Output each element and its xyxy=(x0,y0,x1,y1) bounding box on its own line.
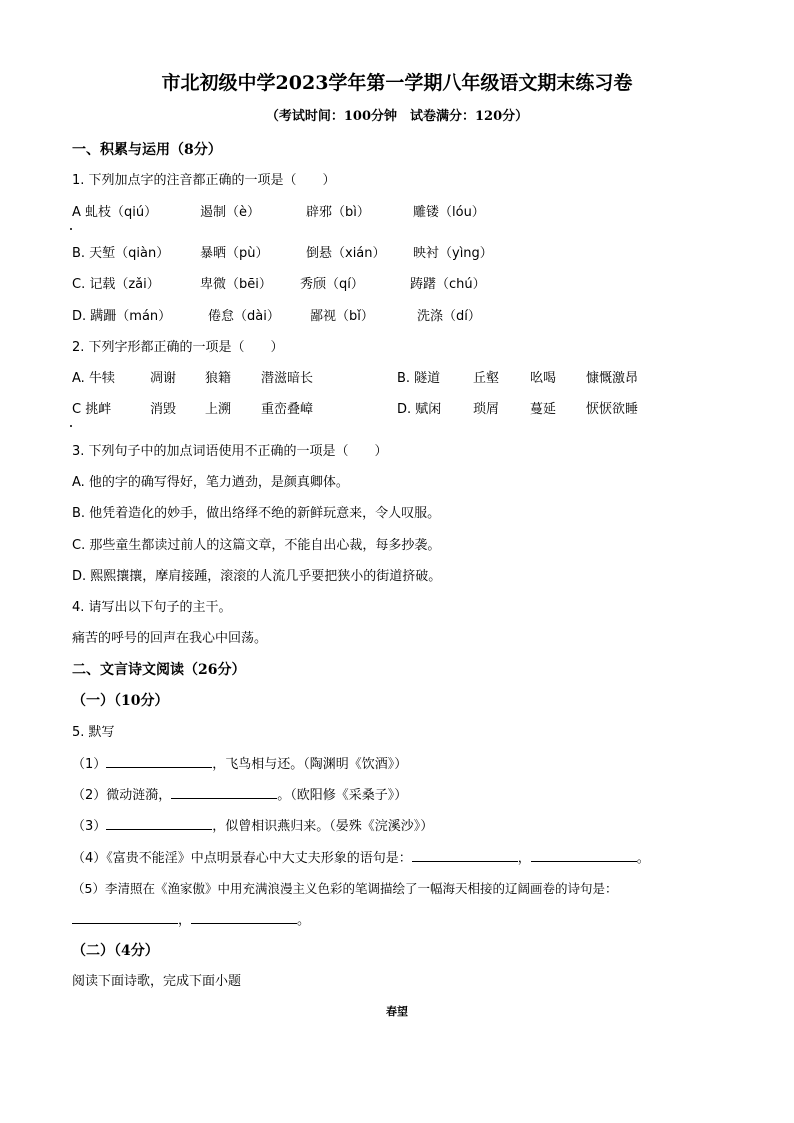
q3-option-a: A. 他的字的确写得好，笔力遒劲，是颜真卿体。 xyxy=(72,475,349,490)
answer-blank-7[interactable] xyxy=(191,911,297,924)
stray-dot xyxy=(70,425,72,427)
q1-option-b-3: 倒悬（xián） xyxy=(306,246,386,261)
q5-l6-separator: ， xyxy=(178,913,192,928)
section2-heading: 二、文言诗文阅读（26分） xyxy=(72,662,246,678)
q2-option-b-3: 吆喝 xyxy=(530,371,557,386)
q1-option-c-3: 秀颀（qí） xyxy=(300,277,364,292)
q2-option-a-2: 凋谢 xyxy=(150,371,177,386)
q2-option-c-2: 消毁 xyxy=(150,402,177,417)
q1-option-d-2: 倦怠（dài） xyxy=(208,309,280,324)
part1-heading: （一）（10分） xyxy=(72,693,169,709)
section1-heading: 一、积累与运用（8分） xyxy=(72,142,222,158)
q2-option-a-3: 狼籍 xyxy=(205,371,232,386)
answer-blank-1[interactable] xyxy=(106,755,212,768)
q1-option-a-2: 遏制（è） xyxy=(200,205,260,220)
q2-option-a-1: A. 牛犊 xyxy=(72,371,115,386)
q3-option-c: C. 那些童生都读过前人的这篇文章，不能自出心裁，每多抄袭。 xyxy=(72,538,441,553)
q5-l3-suffix: ，似曾相识燕归来。（晏殊《浣溪沙》） xyxy=(212,819,434,834)
q5-l2-suffix: 。（欧阳修《采桑子》） xyxy=(277,788,408,803)
q5-line-5: （5）李清照在《渔家傲》中用充满浪漫主义色彩的笔调描绘了一幅海天相接的辽阔画卷的诗句是： xyxy=(72,881,618,896)
q2-option-d-4: 恹恹欲睡 xyxy=(586,402,639,417)
q1-option-a-4: 雕镂（lóu） xyxy=(413,205,485,220)
q2-option-b-4: 慷慨激昂 xyxy=(586,371,639,386)
q5-l4-prefix: （4）《富贵不能淫》中点明景春心中大丈夫形象的语句是： xyxy=(72,851,412,866)
q5-l1-suffix: ，飞鸟相与还。（陶渊明《饮酒》） xyxy=(212,757,408,772)
q4-sentence: 痛苦的呼号的回声在我心中回荡。 xyxy=(72,631,268,646)
q5-stem: 5. 默写 xyxy=(72,725,115,740)
part2-heading: （二）（4分） xyxy=(72,943,159,959)
q5-line-6 xyxy=(72,911,310,930)
q2-option-c-4: 重峦叠嶂 xyxy=(261,402,314,417)
q5-l3-prefix: （3） xyxy=(72,819,107,834)
q3-stem: 3. 下列句子中的加点词语使用不正确的一项是（ ） xyxy=(72,444,388,459)
stray-dot xyxy=(70,228,72,230)
reading-instruction: 阅读下面诗歌，完成下面小题 xyxy=(72,974,242,989)
q2-option-b-2: 丘壑 xyxy=(473,371,500,386)
q2-stem: 2. 下列字形都正确的一项是（ ） xyxy=(72,340,284,355)
q5-line-2 xyxy=(72,786,407,805)
answer-blank-6[interactable] xyxy=(72,911,178,924)
answer-blank-3[interactable] xyxy=(106,817,212,830)
q5-l6-suffix: 。 xyxy=(297,913,311,928)
q4-stem: 4. 请写出以下句子的主干。 xyxy=(72,600,232,615)
q1-option-b-1: B. 天堑（qiàn） xyxy=(72,246,170,261)
q2-option-c-1: C 挑衅 xyxy=(72,402,112,417)
exam-subtitle: （考试时间：100分钟 试卷满分：120分） xyxy=(265,109,529,124)
q1-option-b-2: 暴晒（pù） xyxy=(200,246,269,261)
q1-option-b-4: 映衬（yìng） xyxy=(413,246,493,261)
q2-option-d-3: 蔓延 xyxy=(530,402,557,417)
answer-blank-2[interactable] xyxy=(171,786,277,799)
q1-option-c-4: 踌躇（chú） xyxy=(410,277,486,292)
answer-blank-4[interactable] xyxy=(412,849,518,862)
q1-option-c-1: C. 记载（zǎi） xyxy=(72,277,160,292)
q5-line-4 xyxy=(72,849,650,868)
q5-line-1 xyxy=(72,755,407,774)
q1-option-a-1: A 虬枝（qiú） xyxy=(72,205,158,220)
exam-title: 市北初级中学2023学年第一学期八年级语文期末练习卷 xyxy=(161,72,633,94)
q1-option-d-1: D. 蹒跚（mán） xyxy=(72,309,172,324)
q5-line-3 xyxy=(72,817,433,836)
q2-option-a-4: 潜滋暗长 xyxy=(261,371,314,386)
q5-l4-separator: ， xyxy=(517,851,531,866)
q2-option-c-3: 上溯 xyxy=(205,402,232,417)
q1-option-d-4: 洗涤（dí） xyxy=(417,309,481,324)
q2-option-d-2: 琐屑 xyxy=(473,402,500,417)
q1-option-a-3: 辟邪（bì） xyxy=(306,205,370,220)
q5-l2-prefix: （2）微动涟漪， xyxy=(72,788,172,803)
q2-option-d-1: D. 赋闲 xyxy=(397,402,442,417)
poem-title: 春望 xyxy=(386,1005,408,1018)
q3-option-b: B. 他凭着造化的妙手，做出络绎不绝的新鲜玩意来，令人叹服。 xyxy=(72,506,441,521)
q2-option-b-1: B. 隧道 xyxy=(397,371,441,386)
q1-stem: 1. 下列加点字的注音都正确的一项是（ ） xyxy=(72,173,336,188)
q1-option-d-3: 鄙视（bǐ） xyxy=(310,309,374,324)
q1-option-c-2: 卑微（bēi） xyxy=(200,277,272,292)
answer-blank-5[interactable] xyxy=(531,849,637,862)
q5-l4-suffix: 。 xyxy=(636,851,650,866)
q5-l1-prefix: （1） xyxy=(72,757,107,772)
q3-option-d: D. 熙熙攘攘，摩肩接踵，滚滚的人流几乎要把狭小的街道挤破。 xyxy=(72,569,442,584)
